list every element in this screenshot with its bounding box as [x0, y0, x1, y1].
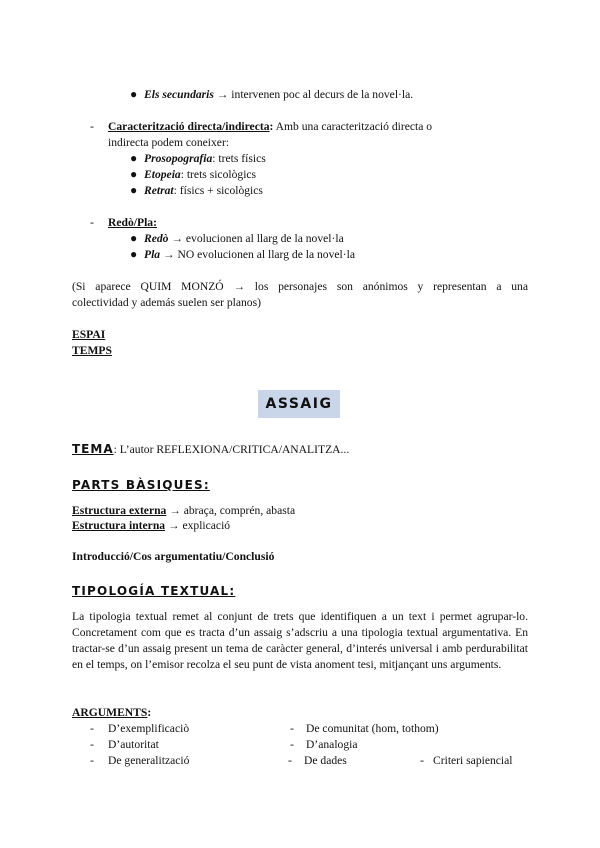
term: Etopeia	[144, 168, 181, 181]
item-text: : físics + sicològics	[173, 184, 263, 197]
arguments-heading-line	[72, 705, 151, 720]
tipologia-paragraph: La tipologia textual remet al conjunt de trets que identifiquen a un text i permet agrupar-lo. Concretament com que es tracta d’un assaig s’adscriu a una tipologia textual argumentativa. En tractar-se d’un assaig present un tema de caràcter general, d’interés universal i amb perdurabilitat en el temps, on l’emisor recolza el seu punt de vista anoment tesi, mitjançant uns arguments.	[72, 610, 528, 671]
caracteritzacio-title: Caracterització directa/indirecta	[108, 120, 270, 133]
estructura-externa-text: → abraça, comprén, abasta	[166, 504, 296, 517]
list-item-els-secundaris	[144, 87, 413, 102]
tema-text: : L’autor REFLEXIONA/CRITICA/ANALITZA...	[113, 443, 350, 456]
term: Retrat	[144, 184, 174, 197]
bullet-icon: ●	[130, 231, 138, 245]
tema-label: TEMA	[72, 442, 114, 456]
item-text: → evolucionen al llarg de la novel·la	[168, 232, 344, 245]
dash-marker: -	[90, 737, 94, 751]
dash-marker: -	[290, 737, 294, 751]
item-text: : trets sicològics	[180, 168, 257, 181]
item-text: → NO evolucionen al llarg de la novel·la	[160, 248, 355, 261]
bullet-icon: ●	[130, 247, 138, 261]
intro-cos-conclusio: Introducció/Cos argumentatiu/Conclusió	[72, 550, 275, 563]
note-line-2: colectividad y además suelen ser planos)	[72, 296, 261, 309]
term: Pla	[144, 248, 161, 261]
estructura-interna-text: → explicació	[165, 519, 231, 532]
argument-item: D’exemplificaciò	[108, 722, 190, 735]
caracteritzacio-line-1	[108, 119, 528, 134]
term-els-secundaris: Els secundaris	[144, 88, 214, 101]
dash-marker: -	[90, 753, 94, 767]
arguments-title: ARGUMENTS	[72, 706, 148, 719]
bullet-icon: ●	[130, 151, 138, 165]
list-item-pla	[144, 247, 355, 262]
temps-heading: TEMPS	[72, 344, 112, 357]
redo-pla-title: Redò/Pla:	[108, 216, 157, 229]
argument-item: De comunitat (hom, tothom)	[306, 722, 439, 735]
caracteritzacio-line-2: indirecta podem coneixer:	[108, 136, 230, 149]
list-item-retrat	[144, 183, 263, 198]
item-text: → intervenen poc al decurs de la novel·la.	[213, 88, 414, 101]
argument-item: De dades	[304, 754, 347, 767]
list-item-prosopografia	[144, 151, 266, 166]
caracteritzacio-colon: :	[269, 120, 274, 133]
list-item-etopeia	[144, 167, 256, 182]
argument-item: Criteri sapiencial	[433, 754, 513, 767]
estructura-interna-line	[72, 518, 230, 533]
argument-item: D’autoritat	[108, 738, 159, 751]
bullet-icon: ●	[130, 167, 138, 181]
caracteritzacio-text: Amb una caracterització directa o	[273, 120, 433, 133]
argument-item: D’analogia	[306, 738, 358, 751]
dash-marker: -	[90, 119, 94, 133]
argument-item: De generalització	[108, 754, 190, 767]
estructura-externa-label: Estructura externa	[72, 504, 167, 517]
dash-marker: -	[420, 753, 424, 767]
dash-marker: -	[290, 721, 294, 735]
term: Redò	[144, 232, 169, 245]
dash-marker: -	[288, 753, 292, 767]
assaig-title-box	[258, 390, 340, 418]
item-text: : trets físics	[212, 152, 266, 165]
bullet-icon: ●	[130, 183, 138, 197]
list-item-redo	[144, 231, 344, 246]
parts-basiques-heading: PARTS BÀSIQUES:	[72, 478, 210, 492]
espai-heading: ESPAI	[72, 328, 106, 341]
arguments-colon: :	[147, 706, 152, 719]
bullet-icon: ●	[130, 87, 138, 101]
dash-marker: -	[90, 721, 94, 735]
tipologia-heading: TIPOLOGÍA TEXTUAL:	[72, 584, 236, 598]
note-line-1: (Si aparece QUIM MONZÓ → los personajes son anónimos y representan a una	[72, 280, 528, 293]
estructura-externa-line	[72, 503, 295, 518]
tema-line	[72, 442, 349, 457]
assaig-title: ASSAIG	[265, 396, 333, 412]
dash-marker: -	[90, 215, 94, 229]
term: Prosopografia	[144, 152, 213, 165]
estructura-interna-label: Estructura interna	[72, 519, 166, 532]
